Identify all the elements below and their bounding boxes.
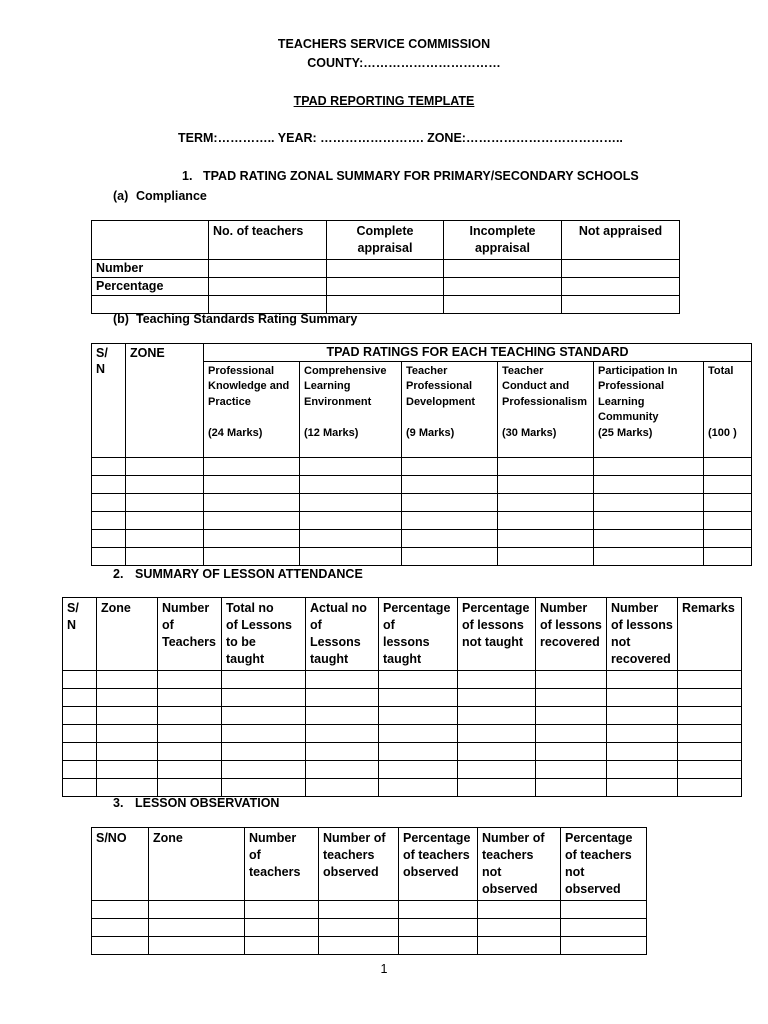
standards-table <box>91 343 752 566</box>
row-label: Number <box>92 260 209 278</box>
county-line: COUNTY:…………………………… <box>307 56 501 70</box>
table-row <box>92 901 647 919</box>
section-1-title: TPAD RATING ZONAL SUMMARY FOR PRIMARY/SECONDARY SCHOOLS <box>203 169 639 183</box>
table-row <box>92 221 680 260</box>
standard-name: Teacher Professional Development <box>406 364 476 408</box>
org-title: TEACHERS SERVICE COMMISSION <box>277 37 491 51</box>
subsection-a-label: (a) <box>113 189 129 203</box>
table-row <box>92 529 752 547</box>
header-cell: Number of lessons not recovered <box>607 598 678 671</box>
table-row <box>92 828 647 901</box>
standard-marks: (30 Marks) <box>502 426 557 439</box>
header-cell: Percentage of teachers observed <box>399 828 478 901</box>
table-row <box>92 493 752 511</box>
header-cell <box>92 221 209 260</box>
header-cell: S/NO <box>92 828 149 901</box>
table-row <box>92 260 680 278</box>
standard-name: Comprehensive Learning Environment <box>304 364 387 408</box>
standard-name: Total <box>708 364 734 377</box>
lesson-attendance-table <box>62 597 742 797</box>
table-row <box>63 671 742 689</box>
table-row <box>92 475 752 493</box>
standard-header <box>498 361 594 457</box>
table-row <box>63 598 742 671</box>
subsection-b-label: (b) <box>113 312 129 326</box>
standard-name: Teacher Conduct and Professionalism <box>502 364 587 408</box>
table-row <box>92 344 752 362</box>
header-cell: Not appraised <box>562 221 680 260</box>
standard-header <box>402 361 498 457</box>
table-row <box>92 457 752 475</box>
header-cell: Actual no of Lessons taught <box>306 598 379 671</box>
header-cell: Zone <box>97 598 158 671</box>
zone-header: ZONE <box>126 344 204 458</box>
standard-marks: (24 Marks) <box>208 426 263 439</box>
section-3-title: LESSON OBSERVATION <box>135 796 280 810</box>
header-cell: Complete appraisal <box>327 221 444 260</box>
header-cell: No. of teachers <box>209 221 327 260</box>
header-cell: Remarks <box>678 598 742 671</box>
template-title: TPAD REPORTING TEMPLATE <box>293 94 475 108</box>
standard-marks: (25 Marks) <box>598 426 653 439</box>
section-2-number: 2. <box>113 567 124 581</box>
compliance-table <box>91 220 680 314</box>
table-row <box>92 919 647 937</box>
standard-marks: (12 Marks) <box>304 426 359 439</box>
header-cell: Zone <box>149 828 245 901</box>
subsection-a-title: Compliance <box>136 189 207 203</box>
table-row <box>63 707 742 725</box>
section-3-number: 3. <box>113 796 124 810</box>
table-row <box>92 937 647 955</box>
header-cell: Number of teachers not observed <box>478 828 561 901</box>
section-2-title: SUMMARY OF LESSON ATTENDANCE <box>135 567 363 581</box>
header-cell: Percentage of teachers not observed <box>561 828 647 901</box>
table-row <box>63 689 742 707</box>
standard-name: Professional Knowledge and Practice <box>208 364 290 408</box>
lesson-observation-table <box>91 827 647 955</box>
standard-header <box>704 361 752 457</box>
term-year-zone-line: TERM:………….. YEAR: ……………………. ZONE:……………………………….. <box>178 131 623 145</box>
standard-header <box>300 361 402 457</box>
header-cell: Percentage of lessons taught <box>379 598 458 671</box>
table-row <box>92 296 680 314</box>
table-row <box>63 725 742 743</box>
table-row <box>63 761 742 779</box>
table-row <box>92 278 680 296</box>
header-cell: Number of Teachers <box>158 598 222 671</box>
header-cell: Total no of Lessons to be taught <box>222 598 306 671</box>
table-row <box>63 779 742 797</box>
row-label <box>92 296 209 314</box>
row-label: Percentage <box>92 278 209 296</box>
header-cell: Number of lessons recovered <box>536 598 607 671</box>
sn-header: S/ N <box>92 344 126 458</box>
page-number: 1 <box>380 962 388 976</box>
header-cell: Number of teachers <box>245 828 319 901</box>
subsection-b-title: Teaching Standards Rating Summary <box>136 312 358 326</box>
group-header: TPAD RATINGS FOR EACH TEACHING STANDARD <box>204 344 752 362</box>
table-row <box>63 743 742 761</box>
standard-header <box>204 361 300 457</box>
table-row <box>92 547 752 565</box>
standard-header <box>594 361 704 457</box>
table-row <box>92 511 752 529</box>
standard-marks: (100 ) <box>708 426 737 439</box>
header-cell: Number of teachers observed <box>319 828 399 901</box>
header-cell: S/ N <box>63 598 97 671</box>
section-1-number: 1. <box>182 169 193 183</box>
standard-marks: (9 Marks) <box>406 426 455 439</box>
header-cell: Incomplete appraisal <box>444 221 562 260</box>
header-cell: Percentage of lessons not taught <box>458 598 536 671</box>
standard-name: Participation In Professional Learning Community <box>598 364 678 423</box>
